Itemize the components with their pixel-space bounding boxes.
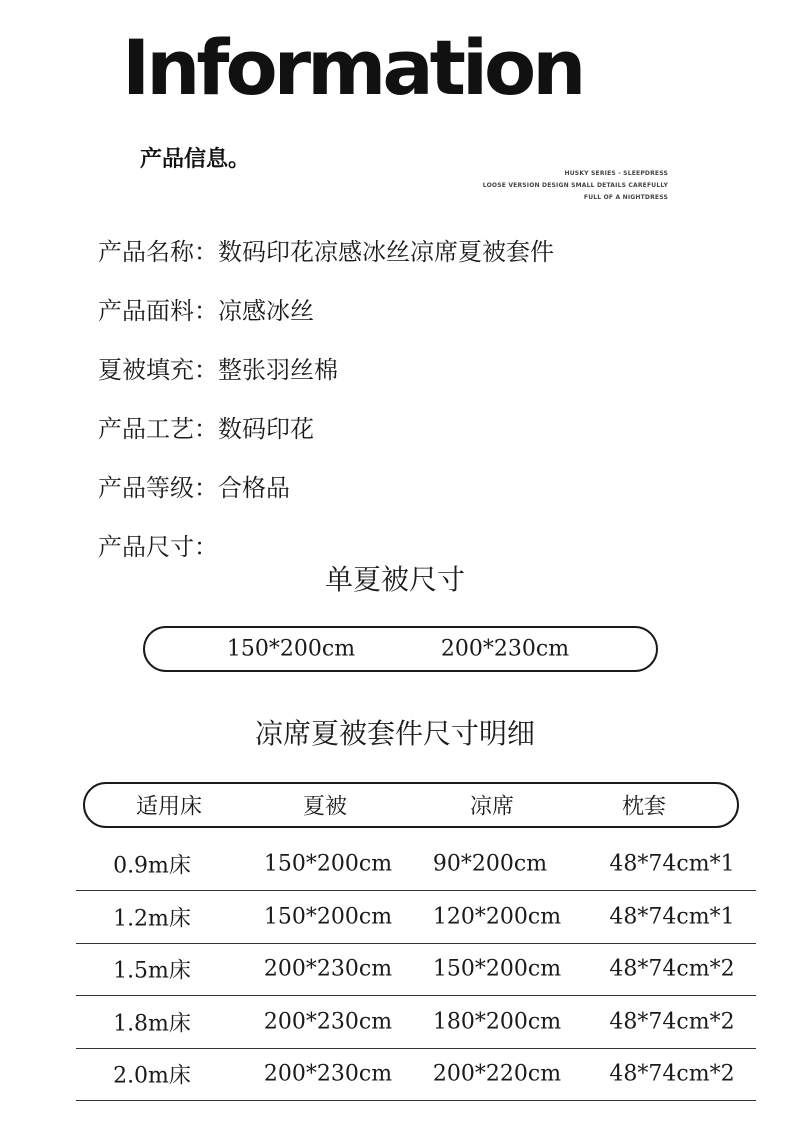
info-label: 产品名称 [98,238,194,266]
page-subtitle: 产品信息。 [140,147,251,172]
table-cell: 2.0m床 [113,1063,191,1089]
single-quilt-heading: 单夏被尺寸 [324,563,465,596]
table-cell: 200*230cm [263,1009,393,1035]
info-value: 凉感冰丝 [218,297,314,325]
column-header-mat: 凉席 [469,794,515,820]
table-cell: 1.5m床 [113,958,191,984]
info-value: 合格品 [218,474,290,502]
single-quilt-size: 150*200cm [226,636,356,662]
page-title: Information [122,23,583,112]
info-label: 产品尺寸 [98,533,194,561]
set-table-heading: 凉席夏被套件尺寸明细 [254,717,535,750]
info-value: 数码印花凉感冰丝凉席夏被套件 [218,238,554,266]
single-quilt-size: 200*230cm [440,636,570,662]
table-cell: 200*230cm [263,956,393,982]
table-cell: 200*220cm [432,1061,562,1087]
table-cell: 150*200cm [263,851,393,877]
table-cell: 48*74cm*2 [609,1061,735,1087]
table-cell: 90*200cm [432,851,548,877]
table-cell: 48*74cm*1 [609,904,735,930]
table-cell: 150*200cm [263,904,393,930]
column-header-quilt: 夏被 [302,794,348,820]
info-value: 整张羽丝棉 [218,356,338,384]
info-label: 产品工艺 [98,415,194,443]
table-row [76,943,756,996]
tagline [483,168,668,204]
column-header-bed: 适用床 [135,794,203,820]
table-row [76,1048,756,1101]
tagline-line: LOOSE VERSION DESIGN SMALL DETAILS CAREFULLY [482,182,668,189]
column-header-pillowcase: 枕套 [621,794,667,820]
table-cell: 1.8m床 [113,1011,191,1037]
info-value: 数码印花 [218,415,314,443]
table-cell: 180*200cm [432,1009,562,1035]
info-name: 产品名称：数码印花凉感冰丝凉席夏被套件 [98,238,554,266]
table-cell: 120*200cm [432,904,562,930]
table-cell: 48*74cm*1 [609,851,735,877]
single-quilt-size-pill [143,626,658,672]
info-craft: 产品工艺：数码印花 [98,415,314,443]
tagline-line: FULL OF A NIGHTDRESS [583,194,668,201]
table-cell: 0.9m床 [113,853,191,879]
table-row [76,996,756,1049]
info-label: 产品面料 [98,297,194,325]
info-fabric: 产品面料：凉感冰丝 [98,297,314,325]
info-grade: 产品等级：合格品 [98,474,290,502]
table-row [76,891,756,944]
info-size: 产品尺寸： [98,533,218,561]
table-cell: 150*200cm [432,956,562,982]
table-header [83,782,739,828]
table-cell: 48*74cm*2 [609,1009,735,1035]
table-cell: 200*230cm [263,1061,393,1087]
info-label: 产品等级 [98,474,194,502]
table-cell: 1.2m床 [113,906,191,932]
tagline-line: HUSKY SERIES - SLEEPDRESS [564,170,668,177]
info-label: 夏被填充 [98,356,194,384]
table-row [76,838,756,891]
info-filling: 夏被填充：整张羽丝棉 [98,356,338,384]
table-cell: 48*74cm*2 [609,956,735,982]
